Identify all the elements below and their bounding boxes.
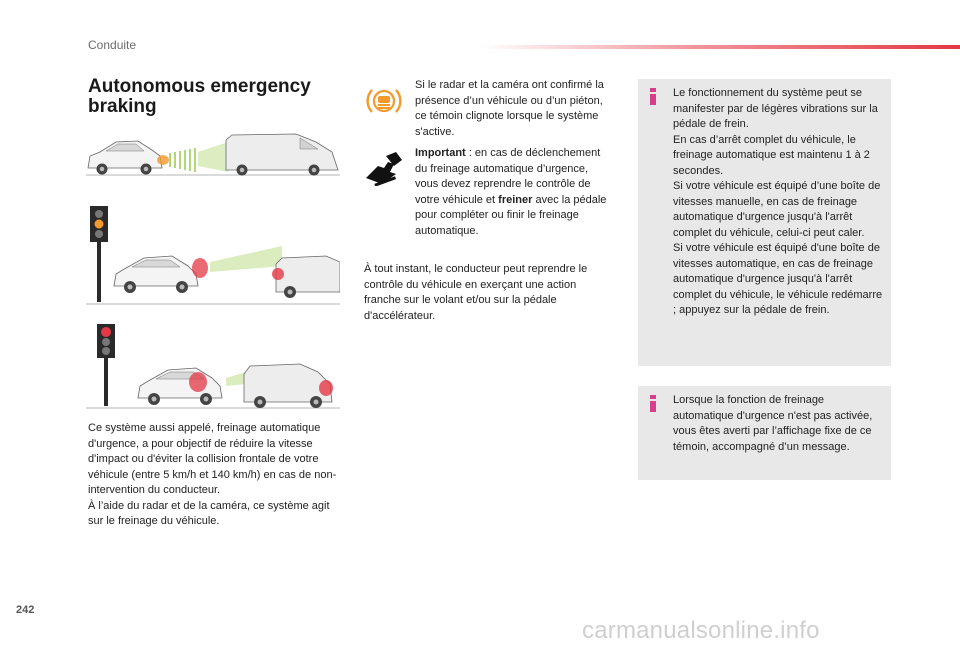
illustration-radar-detection: [86, 132, 340, 180]
important-text-before: : en cas de déclenchement du freinage automatique d’urgence, vous devez reprendre le contrôle de votre véhicule et: [415, 147, 601, 206]
info-box-1-p1: Le fonctionnement du système peut se manifester par de légères vibrations sur la pédale de frein.: [673, 87, 878, 130]
info-box-1-p2: En cas d’arrêt complet du véhicule, le freinage automatique est maintenu 1 à 2 secondes.: [673, 133, 870, 177]
illustration-approach-warning: [86, 204, 340, 310]
info-box-deactivated: [638, 386, 891, 480]
traffic-light-icon: [90, 206, 108, 302]
driver-takeover-text: À tout instant, le conducteur peut reprendre le contrôle du véhicule en exerçant une action franche sur le volant et/ou sur la pédale d'accélérateur.: [364, 263, 588, 322]
info-box-1-p4: Si votre véhicule est équipé d'une boîte de vitesses automatique, en cas de freinage automatique d'urgence jusqu'à l'arrêt complet du véhicule, le véhicule redémarre ; appuyez sur la pédale de frein.: [673, 242, 883, 316]
watermark: carmanualsonline.info: [582, 617, 820, 644]
intro-paragraph: [88, 421, 342, 530]
van-silhouette: [276, 256, 340, 298]
van-silhouette: [226, 134, 338, 176]
van-silhouette: [244, 364, 332, 408]
page-number: 242: [16, 604, 35, 616]
info-box-operation: [638, 79, 891, 366]
hands-on-wheel-icon: [364, 150, 404, 186]
important-text-after: avec la pédale pour compléter ou finir le freinage automatique.: [415, 193, 607, 237]
info-box-1-p3: Si votre véhicule est équipé d’une boîte de vitesses manuelle, en cas de freinage automatique d'urgence jusqu'à l'arrêt complet du véhicule, celui-ci peut caler.: [673, 180, 881, 239]
radar-waves: [170, 148, 195, 172]
important-text: [415, 146, 611, 239]
important-label: Important: [415, 147, 466, 159]
info-icon: [648, 88, 658, 105]
traffic-light-icon: [97, 324, 115, 406]
info-icon: [648, 395, 658, 412]
header-accent-bar: [480, 45, 960, 49]
car-silhouette: [114, 256, 198, 293]
intro-line-2: À l’aide du radar et de la caméra, ce système agit sur le freinage du véhicule.: [88, 499, 330, 527]
car-silhouette: [138, 368, 222, 405]
header-section-label: Conduite: [88, 38, 137, 52]
important-emphasis: freiner: [498, 193, 533, 206]
radar-warning-icon: [364, 84, 404, 118]
intro-line-1: Ce système aussi appelé, freinage automatique d'urgence, a pour objectif de réduire la vitesse d'impact ou d'éviter la collision frontale de votre véhicule (entre 5 km/h et 140 km/h) en cas de non-intervention du conducteur.: [88, 422, 337, 496]
car-silhouette: [88, 141, 162, 175]
illustration-emergency-braking: [86, 322, 340, 412]
radar-warning-text: Si le radar et la caméra ont confirmé la présence d’un véhicule ou d’un piéton, ce témoin clignote lorsque le système s'active.: [415, 79, 604, 138]
info-box-2-text: Lorsque la fonction de freinage automatique d'urgence n'est pas activée, vous êtes averti par l’affichage fixe de ce témoin, accompagné d’un message.: [673, 394, 873, 453]
page-title: Autonomous emergency braking: [88, 76, 311, 117]
